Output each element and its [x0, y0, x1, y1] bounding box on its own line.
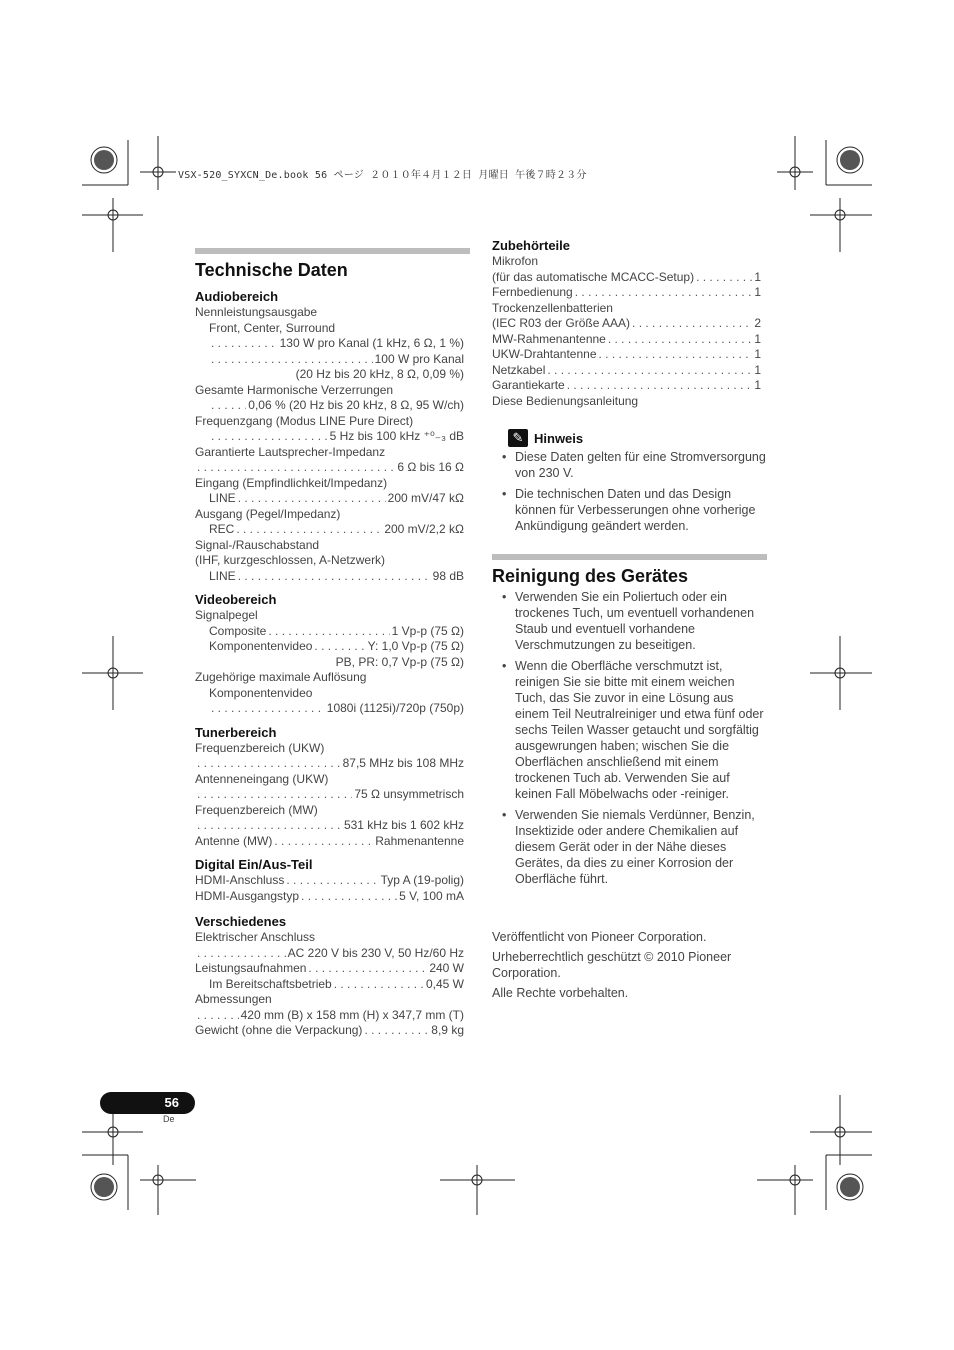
spec-row — [195, 429, 470, 445]
spec-value: 1 — [754, 331, 761, 346]
publisher-footer — [492, 929, 767, 1001]
spec-label: Garantiekarte — [492, 378, 565, 392]
spec-row — [492, 316, 767, 332]
spec-label: REC — [209, 522, 235, 536]
hinweis-list — [492, 449, 767, 534]
leader-dots — [211, 701, 325, 717]
spec-row — [195, 787, 470, 803]
spec-label: Netzkabel — [492, 362, 546, 377]
spec-value: 420 mm (B) x 158 mm (H) x 347,7 mm (T) — [240, 1007, 464, 1022]
spec-text: (20 Hz bis 20 kHz, 8 Ω, 0,09 %) — [295, 367, 464, 381]
bullet-item: • Verwenden Sie ein Poliertuch oder ein trockenes Tuch, um eventuell vorhandenen Staub und eventuell vorhandene Verschmutzungen zu beseitigen. — [492, 589, 767, 653]
spec-value: 1 — [754, 285, 761, 299]
bullet-item: • Die technischen Daten und das Design können für Verbesserungen ohne vorherige Ankündigung geändert werden. — [492, 486, 767, 534]
leader-dots — [286, 873, 378, 889]
spec-text: Signalpegel — [195, 608, 258, 622]
spec-value: 5 Hz bis 100 kHz ⁺⁰₋₃ dB — [329, 429, 464, 443]
audio-rows — [195, 305, 470, 584]
spec-row — [195, 873, 470, 889]
hinweis-header — [508, 429, 767, 447]
spec-row — [492, 285, 767, 301]
spec-text: Antenneneingang (UKW) — [195, 771, 329, 786]
spec-value: 1 Vp-p (75 Ω) — [391, 623, 464, 638]
spec-value: Typ A (19-polig) — [380, 873, 464, 887]
bullet-item: • Wenn die Oberfläche verschmutzt ist, reinigen Sie sie bitte mit einem weichen Tuch, das Sie zuvor in eine Lösung aus einem Teil Neutralreiniger und etwa fünf oder sechs Teilen Wasser getaucht und sorgfältig ausgewrungen haben; wischen Sie die Oberflächen anschließend mit einem trockenen Tuch ab. Verwenden Sie auf keinen Fall Möbelwachs oder -reiniger. — [492, 658, 767, 802]
subheading-tuner: Tunerbereich — [195, 724, 277, 740]
spec-row — [195, 977, 470, 993]
spec-label: HDMI-Anschluss — [195, 873, 285, 887]
leader-dots — [197, 1008, 239, 1024]
leader-dots — [567, 378, 753, 394]
spec-value: 6 Ω bis 16 Ω — [397, 460, 464, 474]
spec-text: Signal-/Rauschabstand — [195, 537, 320, 552]
video-rows — [195, 608, 470, 717]
spec-value: 1080i (1125i)/720p (750p) — [326, 701, 464, 715]
copyright-notice: Urheberrechtlich geschützt © 2010 Pioneer Corporation. — [492, 950, 732, 980]
spec-text: PB, PR: 0,7 Vp-p (75 Ω) — [335, 654, 464, 669]
spec-row — [195, 460, 470, 476]
spec-value: Rahmenantenne — [375, 833, 464, 848]
spec-row — [492, 347, 767, 363]
spec-text: Gesamte Harmonische Verzerrungen — [195, 382, 394, 397]
spec-value: 0,45 W — [425, 976, 464, 991]
spec-text: Frequenzbereich (MW) — [195, 802, 318, 817]
left-column — [195, 248, 470, 1039]
spec-row — [195, 336, 470, 352]
spec-value: 5 V, 100 mA — [399, 888, 464, 903]
subheading-accessories: Zubehörteile — [492, 238, 571, 253]
spec-text: Ausgang (Pegel/Impedanz) — [195, 506, 341, 521]
spec-row — [195, 491, 470, 507]
leader-dots — [334, 977, 424, 993]
leader-dots — [211, 429, 328, 445]
spec-label: (für das automatische MCACC-Setup) — [492, 269, 695, 284]
spec-label: HDMI-Ausgangstyp — [195, 888, 300, 903]
spec-label: UKW-Drahtantenne — [492, 347, 597, 361]
spec-text: Frequenzgang (Modus LINE Pure Direct) — [195, 413, 414, 428]
spec-label: LINE — [209, 491, 236, 505]
spec-text: Garantierte Lautsprecher-Impedanz — [195, 444, 386, 459]
spec-label: Im Bereitschaftsbetrieb — [209, 976, 332, 991]
subheading-digital: Digital Ein/Aus-Teil — [195, 857, 313, 872]
spec-text: Diese Bedienungsanleitung — [492, 393, 639, 408]
leader-dots — [364, 1023, 429, 1039]
subheading-video: Videobereich — [195, 592, 277, 607]
spec-value: 98 dB — [432, 568, 464, 583]
bullet-item: • Diese Daten gelten für eine Stromversorgung von 230 V. — [492, 449, 767, 481]
spec-label: (IEC R03 der Größe AAA) — [492, 316, 631, 330]
spec-row — [195, 639, 470, 655]
spec-value: 1 — [754, 378, 761, 392]
misc-rows — [195, 930, 470, 1039]
spec-row — [195, 756, 470, 772]
leader-dots — [197, 818, 342, 834]
section-title-reinigung: Reinigung des Gerätes — [492, 566, 689, 586]
spec-label: MW-Rahmenantenne — [492, 331, 606, 346]
leader-dots — [211, 336, 278, 352]
page-number-badge: 56 — [100, 1092, 195, 1114]
page-language: De — [163, 1114, 175, 1124]
spec-value: Y: 1,0 Vp-p (75 Ω) — [367, 639, 464, 653]
spec-value: 0,06 % (20 Hz bis 20 kHz, 8 Ω, 95 W/ch) — [248, 398, 464, 412]
bullet-item: • Verwenden Sie niemals Verdünner, Benzin, Insektizide oder andere Chemikalien auf diesem Gerät oder in der Nähe dieses Gerätes, da dies zu einer Korrosion der Oberfläche führt. — [492, 807, 767, 887]
spec-value: 200 mV/47 kΩ — [387, 491, 464, 505]
spec-row — [195, 946, 470, 962]
leader-dots — [197, 946, 286, 962]
leader-dots — [301, 889, 397, 905]
spec-value: 1 — [754, 269, 761, 284]
spec-text: Mikrofon — [492, 254, 539, 268]
spec-text: Abmessungen — [195, 992, 272, 1006]
spec-row — [195, 569, 470, 585]
spec-row — [195, 701, 470, 717]
spec-value: 1 — [754, 347, 761, 361]
leader-dots — [268, 624, 389, 640]
spec-value: 240 W — [429, 961, 464, 975]
spec-row — [195, 624, 470, 640]
spec-text: (IHF, kurzgeschlossen, A-Netzwerk) — [195, 553, 386, 567]
spec-text: Elektrischer Anschluss — [195, 930, 316, 944]
leader-dots — [197, 787, 352, 803]
book-header-line: VSX-520_SYXCN_De.book 56 ページ ２０１０年４月１２日 月曜日 午後７時２３分 — [178, 170, 587, 181]
section-title-technische-daten: Technische Daten — [195, 260, 348, 280]
leader-dots — [547, 363, 752, 379]
leader-dots — [599, 347, 753, 363]
leader-dots — [211, 398, 246, 414]
spec-value: 130 W pro Kanal (1 kHz, 6 Ω, 1 %) — [279, 336, 464, 350]
leader-dots — [197, 460, 395, 476]
spec-value: 200 mV/2,2 kΩ — [384, 522, 464, 536]
spec-row — [195, 1023, 470, 1039]
leader-dots — [575, 285, 753, 301]
spec-value: 8,9 kg — [431, 1023, 464, 1037]
spec-text: Eingang (Empfindlichkeit/Impedanz) — [195, 475, 388, 490]
spec-row — [195, 889, 470, 905]
spec-label: Leistungsaufnahmen — [195, 961, 307, 975]
subheading-misc: Verschiedenes — [195, 914, 287, 929]
spec-label: Composite — [209, 623, 267, 638]
leader-dots — [238, 491, 386, 507]
published-by: Veröffentlicht von Pioneer Corporation. — [492, 930, 707, 944]
tuner-rows — [195, 741, 470, 850]
pencil-note-icon: ✎ — [508, 429, 528, 447]
spec-row — [195, 398, 470, 414]
spec-text: Nennleistungsausgabe — [195, 305, 318, 319]
spec-row — [492, 332, 767, 348]
spec-value: 87,5 MHz bis 108 MHz — [342, 756, 464, 770]
spec-text: Trockenzellenbatterien — [492, 300, 613, 315]
spec-value: 531 kHz bis 1 602 kHz — [343, 818, 464, 832]
section-bar — [195, 248, 470, 254]
leader-dots — [696, 270, 752, 286]
leader-dots — [274, 834, 373, 850]
spec-text: Zugehörige maximale Auflösung — [195, 670, 367, 684]
spec-label: Antenne (MW) — [195, 833, 273, 848]
spec-text: Komponentenvideo — [209, 685, 313, 700]
leader-dots — [236, 522, 382, 538]
spec-row — [492, 378, 767, 394]
right-column — [492, 238, 767, 1005]
spec-row — [195, 522, 470, 538]
spec-row — [492, 363, 767, 379]
leader-dots — [238, 569, 431, 585]
hinweis-title: Hinweis — [534, 430, 584, 446]
spec-label: LINE — [209, 568, 236, 583]
subheading-audio: Audiobereich — [195, 289, 279, 304]
spec-text: Frequenzbereich (UKW) — [195, 740, 325, 755]
spec-label: Komponentenvideo — [209, 639, 313, 653]
spec-value: 2 — [754, 316, 761, 330]
cleaning-list — [492, 589, 767, 887]
spec-row — [492, 270, 767, 286]
spec-label: Gewicht (ohne die Verpackung) — [195, 1023, 363, 1037]
leader-dots — [197, 756, 341, 772]
spec-value: 75 Ω unsymmetrisch — [354, 787, 464, 801]
section-bar — [492, 554, 767, 560]
spec-text: Front, Center, Surround — [209, 320, 336, 335]
spec-row — [195, 961, 470, 977]
spec-value: 1 — [754, 362, 761, 377]
leader-dots — [608, 332, 752, 348]
spec-value: AC 220 V bis 230 V, 50 Hz/60 Hz — [287, 945, 464, 960]
spec-row — [195, 834, 470, 850]
leader-dots — [211, 352, 373, 368]
spec-row — [195, 818, 470, 834]
digital-rows — [195, 873, 470, 904]
spec-value: 100 W pro Kanal — [374, 351, 464, 366]
leader-dots — [314, 639, 365, 655]
spec-row — [195, 352, 470, 368]
spec-row — [195, 1008, 470, 1024]
leader-dots — [632, 316, 752, 332]
accessories-rows — [492, 254, 767, 409]
leader-dots — [308, 961, 427, 977]
rights-reserved: Alle Rechte vorbehalten. — [492, 986, 629, 1000]
spec-label: Fernbedienung — [492, 285, 573, 299]
